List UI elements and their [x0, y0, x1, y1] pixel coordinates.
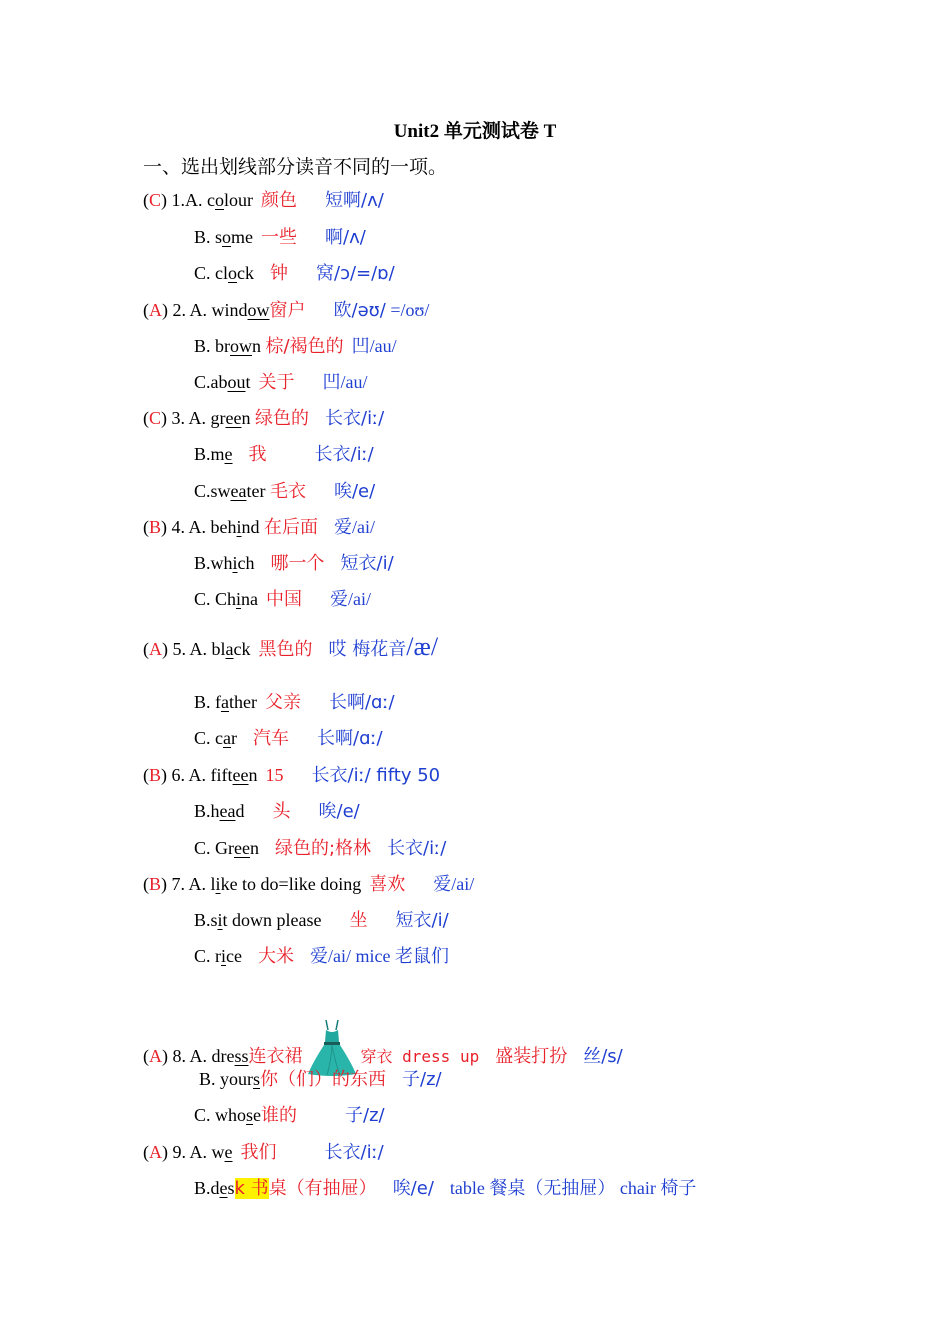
phrase-meaning: 盛装打扮: [495, 1046, 568, 1067]
chinese-meaning: 你（们）的东西: [260, 1069, 387, 1090]
phonetic: 短衣/i/: [395, 910, 449, 931]
word-part: d: [235, 801, 245, 821]
answer-5: A: [149, 639, 162, 659]
chinese-meaning: 我: [248, 444, 267, 465]
phrase-dress-up: 穿衣 dress up: [360, 1047, 480, 1066]
chinese-meaning: 窗户: [269, 300, 306, 321]
question-4: (B) 4. A. behind 在后面 爱/ai/: [143, 517, 376, 538]
phonetic-ipa: /au/: [369, 336, 397, 356]
word-part: n: [249, 838, 259, 858]
answer-6: B: [149, 765, 162, 785]
chinese-meaning: 中国: [266, 589, 303, 610]
answer-4: B: [149, 517, 162, 537]
option-2c: [194, 370, 368, 395]
word-part: C. Gr: [194, 838, 234, 858]
answer-1: C: [149, 190, 162, 210]
phonetic-note: 老鼠们: [394, 946, 449, 967]
underlined-letters: i: [217, 910, 223, 930]
question-3: (C) 3. A. green 绿色的 长衣/iː/: [143, 408, 385, 429]
word-part: B.h: [194, 801, 220, 821]
word-chair-meaning: 椅子: [660, 1178, 697, 1199]
option-4c: [194, 587, 371, 612]
underlined-letters: a: [223, 728, 231, 748]
underlined-letters: e: [224, 1142, 233, 1162]
underlined-letters: ee: [225, 408, 242, 428]
word-part: dre: [211, 1046, 235, 1066]
phonetic: 唉/e/: [318, 801, 360, 822]
chinese-meaning: 父亲: [264, 692, 301, 713]
chinese-meaning: 连衣裙: [248, 1046, 303, 1067]
word-part: t down please: [222, 910, 322, 930]
phonetic: 爱: [433, 874, 452, 895]
question-number: 3. A.: [171, 408, 207, 428]
option-1b: [194, 225, 366, 250]
question-number: 7. A.: [171, 874, 207, 894]
word-part: B.wh: [194, 553, 233, 573]
word-part: c: [207, 190, 216, 210]
word-part: ther: [229, 692, 257, 712]
answer-2: A: [149, 300, 162, 320]
word-part: ce: [226, 946, 242, 966]
underlined-letters: e: [219, 1178, 228, 1198]
chinese-meaning: 棕/褐色的: [265, 336, 344, 357]
word-part: n: [252, 336, 261, 356]
word-part: C. r: [194, 946, 221, 966]
phonetic: 长啊/ɑː/: [317, 728, 383, 749]
word-part: C. Ch: [194, 589, 237, 609]
word-table-meaning: 餐桌（无抽屉）: [489, 1178, 616, 1199]
phonetic: 长衣/iː/: [314, 444, 374, 465]
phonetic-alt: =/oʊ/: [390, 300, 430, 320]
option-3b: [194, 442, 374, 467]
word-part: l: [210, 874, 216, 894]
phonetic: 长衣/iː/: [387, 838, 447, 859]
option-5b: [194, 690, 395, 715]
chinese-meaning: 大米: [258, 946, 294, 967]
option-2b: [194, 334, 397, 359]
underlined-letters: ea: [219, 801, 236, 821]
phonetic: 爱: [334, 517, 353, 538]
question-2: (A) 2. A. window窗户 欧/əʊ/ =/oʊ/: [143, 300, 430, 321]
option-9b: [194, 1176, 696, 1201]
question-number: 8. A.: [172, 1046, 208, 1066]
chinese-meaning: 绿色的: [255, 408, 310, 429]
word-part: w: [211, 1142, 225, 1162]
highlighted-text: k 书: [234, 1178, 269, 1199]
option-8c: [194, 1103, 385, 1128]
word-part: gr: [210, 408, 226, 428]
underlined-letters: ss: [234, 1046, 249, 1066]
question-number: 1.A.: [171, 190, 203, 210]
option-3c: [194, 479, 375, 504]
question-number: 9. A.: [172, 1142, 208, 1162]
chinese-meaning: 在后面: [264, 517, 319, 538]
word-part: C. c: [194, 728, 223, 748]
phonetic: 爱: [330, 589, 349, 610]
phonetic: 窝/ɔ/=/ɒ/: [316, 263, 395, 284]
question-6: (B) 6. A. fifteen 15 长衣/iː/ fifty 50: [143, 765, 441, 786]
word-part: r: [231, 728, 237, 748]
chinese-meaning: 颜色: [261, 190, 298, 211]
option-1c: [194, 261, 395, 286]
word-part: B.s: [194, 910, 218, 930]
phonetic: 子/z/: [345, 1105, 385, 1126]
chinese-meaning: 喜欢: [369, 874, 406, 895]
question-number: 5. A.: [172, 639, 208, 659]
word-part: B. br: [194, 336, 230, 356]
word-part: e: [253, 1105, 262, 1125]
phonetic: 唉/e/: [333, 481, 376, 502]
option-7c: [194, 944, 449, 969]
underlined-letters: ee: [234, 838, 250, 858]
question-1: (C) 1.A. colour 颜色 短啊/ʌ/: [143, 190, 384, 211]
chinese-meaning: 谁的: [261, 1105, 298, 1126]
phonetic: 长衣/iː/: [325, 408, 385, 429]
question-5: (A) 5. A. black 黑色的 哎 梅花音/æ/: [143, 632, 439, 661]
word-table: table: [449, 1178, 485, 1198]
word-part: ck: [233, 639, 251, 659]
underlined-letters: i: [232, 553, 238, 573]
word-part: fift: [210, 765, 233, 785]
phonetic-ipa: /ai/ mice: [328, 946, 391, 966]
word-part: me: [231, 227, 254, 247]
option-7b: [194, 908, 449, 933]
option-8b: [199, 1067, 442, 1092]
word-part: ck: [237, 263, 254, 283]
chinese-meaning: 桌（有抽屉）: [268, 1178, 377, 1199]
word-part: B. s: [194, 227, 223, 247]
question-number: 4. A.: [171, 517, 207, 537]
word-part: B.d: [194, 1178, 220, 1198]
word-part: beh: [210, 517, 237, 537]
word-part: ter: [246, 481, 266, 501]
section-heading: 一、选出划线部分读音不同的一项。: [143, 156, 448, 178]
phonetic: 短啊/ʌ/: [325, 190, 384, 211]
underlined-letters: o: [215, 190, 225, 210]
chinese-meaning: 一些: [261, 227, 298, 248]
phonetic: 子/z/: [402, 1069, 442, 1090]
phonetic: 丝/s/: [583, 1046, 623, 1067]
phonetic-ipa: /ai/: [451, 874, 475, 894]
phonetic-ipa: /ai/: [352, 517, 376, 537]
phonetic: 短衣/i/: [340, 553, 394, 574]
phonetic-ipa: /æ/: [406, 632, 439, 661]
answer-3: C: [149, 408, 162, 428]
question-9: (A) 9. A. we 我们 长衣/iː/: [143, 1142, 384, 1163]
underlined-letters: ee: [232, 765, 249, 785]
underlined-letters: s: [246, 1105, 254, 1125]
word-part: B. f: [194, 692, 221, 712]
word-part: C. who: [194, 1105, 247, 1125]
chinese-meaning: 毛衣: [269, 481, 306, 502]
phonetic: 凹: [322, 372, 341, 393]
chinese-meaning: 汽车: [253, 728, 289, 749]
word-part: n: [248, 765, 258, 785]
question-8: (A) 8. A. dress连衣裙 穿衣 dress up 盛装打扮 丝/s/: [143, 1018, 623, 1076]
answer-9: A: [149, 1142, 162, 1162]
chinese-meaning: 15: [265, 765, 284, 785]
chinese-meaning: 头: [272, 801, 291, 822]
option-4b: [194, 551, 394, 576]
chinese-meaning: 关于: [258, 372, 295, 393]
underlined-letters: o: [228, 263, 237, 283]
word-part: bl: [211, 639, 226, 659]
phonetic: 哎 梅花音: [328, 639, 407, 660]
word-part: B. your: [199, 1069, 253, 1089]
underlined-letters: o: [222, 227, 232, 247]
phonetic-ipa: /ai/: [348, 589, 372, 609]
question-7: (B) 7. A. like to do=like doing 喜欢 爱/ai/: [143, 874, 475, 895]
chinese-meaning: 我们: [240, 1142, 277, 1163]
word-part: n: [241, 408, 251, 428]
chinese-meaning: 哪一个: [270, 553, 325, 574]
underlined-letters: ea: [230, 481, 247, 501]
chinese-meaning: 钟: [270, 263, 288, 284]
phonetic: 啊/ʌ/: [325, 227, 366, 248]
option-6c: [194, 836, 446, 861]
word-part: wind: [211, 300, 248, 320]
chinese-meaning: 黑色的: [258, 639, 313, 660]
underlined-letters: e: [224, 444, 233, 464]
word-part: s: [227, 1178, 235, 1198]
question-number: 2. A.: [172, 300, 208, 320]
phonetic-ipa: /au/: [340, 372, 368, 392]
question-number: 6. A.: [171, 765, 207, 785]
underlined-letters: i: [215, 874, 221, 894]
phonetic: 长衣/iː/ fifty 50: [311, 765, 441, 786]
word-part: C. cl: [194, 263, 228, 283]
word-part: C.ab: [194, 372, 228, 392]
answer-8: A: [149, 1046, 162, 1066]
underlined-letters: ow: [230, 336, 252, 356]
phonetic: 唉/e/: [392, 1178, 434, 1199]
word-part: ch: [237, 553, 255, 573]
page-title: Unit2 单元测试卷 T: [393, 121, 557, 142]
option-5c: [194, 726, 383, 751]
underlined-letters: i: [236, 517, 242, 537]
underlined-letters: ow: [247, 300, 270, 320]
answer-7: B: [149, 874, 162, 894]
word-part: t: [245, 372, 251, 392]
word-part: ke to do=like doing: [220, 874, 362, 894]
word-part: C.sw: [194, 481, 231, 501]
phonetic: 长衣/iː/: [324, 1142, 384, 1163]
phonetic: 长啊/ɑː/: [328, 692, 395, 713]
underlined-letters: s: [253, 1069, 261, 1089]
phonetic: 欧/əʊ/: [333, 300, 386, 321]
underlined-letters: i: [221, 946, 227, 966]
option-6b: [194, 799, 360, 824]
chinese-meaning: 绿色的;格林: [274, 838, 372, 859]
underlined-letters: ou: [227, 372, 246, 392]
phonetic: 爱: [310, 946, 328, 967]
word-part: na: [241, 589, 259, 609]
phonetic: 凹: [351, 336, 370, 357]
underlined-letters: i: [236, 589, 242, 609]
chinese-meaning: 坐: [349, 910, 368, 931]
word-part: lour: [224, 190, 254, 210]
word-part: nd: [241, 517, 260, 537]
underlined-letters: a: [221, 692, 229, 712]
underlined-letters: a: [225, 639, 234, 659]
word-chair: chair: [619, 1178, 656, 1198]
word-part: B.m: [194, 444, 225, 464]
